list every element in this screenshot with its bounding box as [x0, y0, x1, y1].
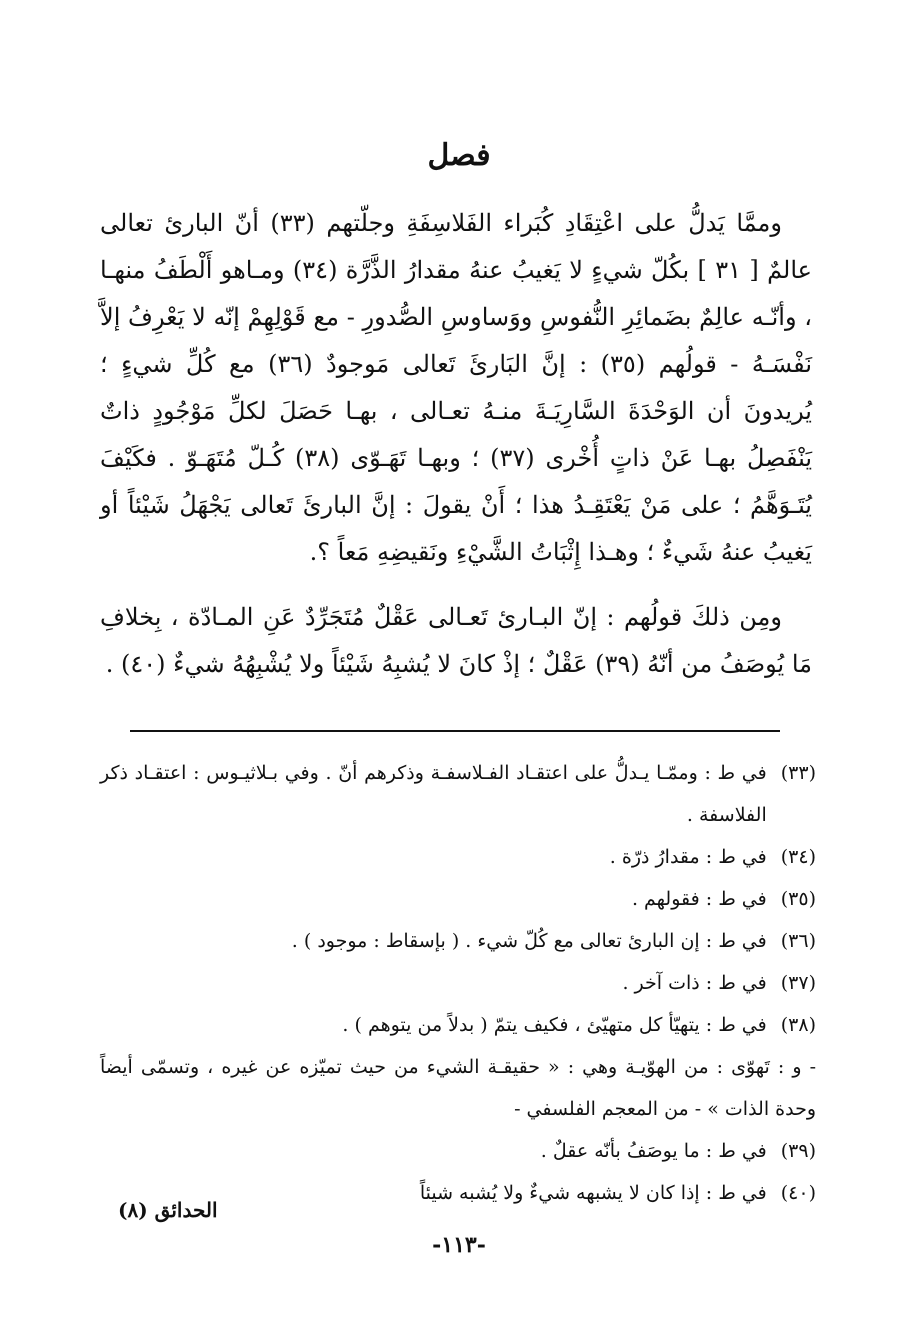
footnote-item — [100, 752, 816, 836]
chapter-heading: فصل — [427, 138, 491, 173]
footnote-number: (٣٧) — [780, 972, 816, 994]
paragraph: وممَّا يَدلُّ على اعْتِقَادِ كُبَراء الفَلاسِفَةِ وجلّتهم (٣٣) أنّ البارئ تعالى عالمٌ [ ٣١ ] بكُلّ شيءٍ لا يَغيبُ عنهُ مقدارُ الذَّرَّة (٣٤) ومـاهو أَلْطَفُ منهـا ، وأنّـه عالِمٌ بضَمائِرِ النُّفوسِ ووَساوسِ الصُّدورِ - مع قَوْلِهِمْ إنّه لا يَعْرِفُ إلاَّ نَفْسَـهُ - قولُهم (٣٥) : إنَّ البَارئَ تَعالى مَوجودٌ (٣٦) مع كُلِّ شيءٍ ؛ يُريدونَ أن الوَحْدَةَ السَّارِيَـةَ منـهُ تعـالى ، بهـا حَصَلَ لكلِّ مَوْجُودٍ ذاتٌ يَنْفَصِلُ بهـا عَنْ ذاتٍ أُخْرى (٣٧) ؛ وبهـا تَهَـوّى (٣٨) كُـلّ مُتَهَـوّ . فكَيْفَ يُتَـوَهَّمُ ؛ على مَنْ يَعْتَقِـدُ هذا ؛ أَنْ يقولَ : إنَّ البارئَ تَعالى يَجْهَلُ شَيْئاً أو يَغيبُ عنهُ شَيءٌ ؛ وهـذا إِثْبَاتُ الشَّيْءِ ونَقيضِهِ مَعاً ؟. — [100, 209, 813, 566]
footnote-separator — [130, 730, 780, 732]
footnote-item — [100, 962, 816, 1004]
footnote-text: في ط : وممّـا يـدلُّ على اعتقـاد الفـلاسفـة وذكرهم أنّ . وفي بـلاثيـوس : اعتقـاد ذكر الفلاسفة . — [100, 762, 767, 826]
footnote-item — [100, 878, 816, 920]
footnote-text: في ط : فقولهم . — [631, 888, 767, 910]
footnote-number: (٤٠) — [780, 1182, 816, 1204]
signature-mark: الحدائق (٨) — [118, 1198, 218, 1222]
paragraph: ومِن ذلكَ قولُهم : إنّ البـارئ تَعـالى عَقْلٌ مُتَجَرِّدٌ عَنِ المـادّة ، بِخلافِ مَا يُوصَفُ من أنّهُ (٣٩) عَقْلٌ ؛ إذْ كانَ لا يُشبِهُ شَيْئاً ولا يُشْبِهُهُ شيءٌ (٤٠) . — [100, 603, 812, 678]
footnote-number: (٣٨) — [780, 1014, 816, 1036]
main-text — [100, 200, 812, 688]
footnote-text: في ط : مقدارُ ذرّة . — [609, 846, 767, 868]
footnote-text: في ط : إذا كان لا يشبهه شيءٌ ولا يُشبه شيئاً — [419, 1182, 767, 1204]
page-number: -١١٣- — [432, 1232, 486, 1258]
footnote-continuation: - و : تَهوّى : من الهوّيـة وهي : « حقيقـة الشيء من حيث تميّزه عن غيره ، وتسمّى أيضاً وحدة الذات » - من المعجم الفلسفي - — [100, 1056, 816, 1120]
footnote-number: (٣٩) — [780, 1140, 816, 1162]
footnote-item — [100, 1130, 816, 1172]
footnote-item — [100, 836, 816, 878]
footnote-number: (٣٣) — [780, 762, 816, 784]
footnote-item — [100, 1004, 816, 1046]
footnote-number: (٣٦) — [780, 930, 816, 952]
footnote-number: (٣٥) — [780, 888, 816, 910]
footnote-text: في ط : يتهيّأ كل متهيّئ ، فكيف يتمّ ( بدلاً من يتوهم ) . — [342, 1014, 767, 1036]
footnote-number: (٣٤) — [780, 846, 816, 868]
footnote-text: في ط : ذات آخر . — [622, 972, 767, 994]
footnote-text: في ط : ما يوصَفُ بأنّه عقلٌ . — [540, 1140, 767, 1162]
footnote-text: في ط : إن البارئ تعالى مع كُلّ شيء . ( بإسقاط : موجود ) . — [291, 930, 767, 952]
footnote-item — [100, 920, 816, 962]
footnotes — [100, 752, 816, 1214]
